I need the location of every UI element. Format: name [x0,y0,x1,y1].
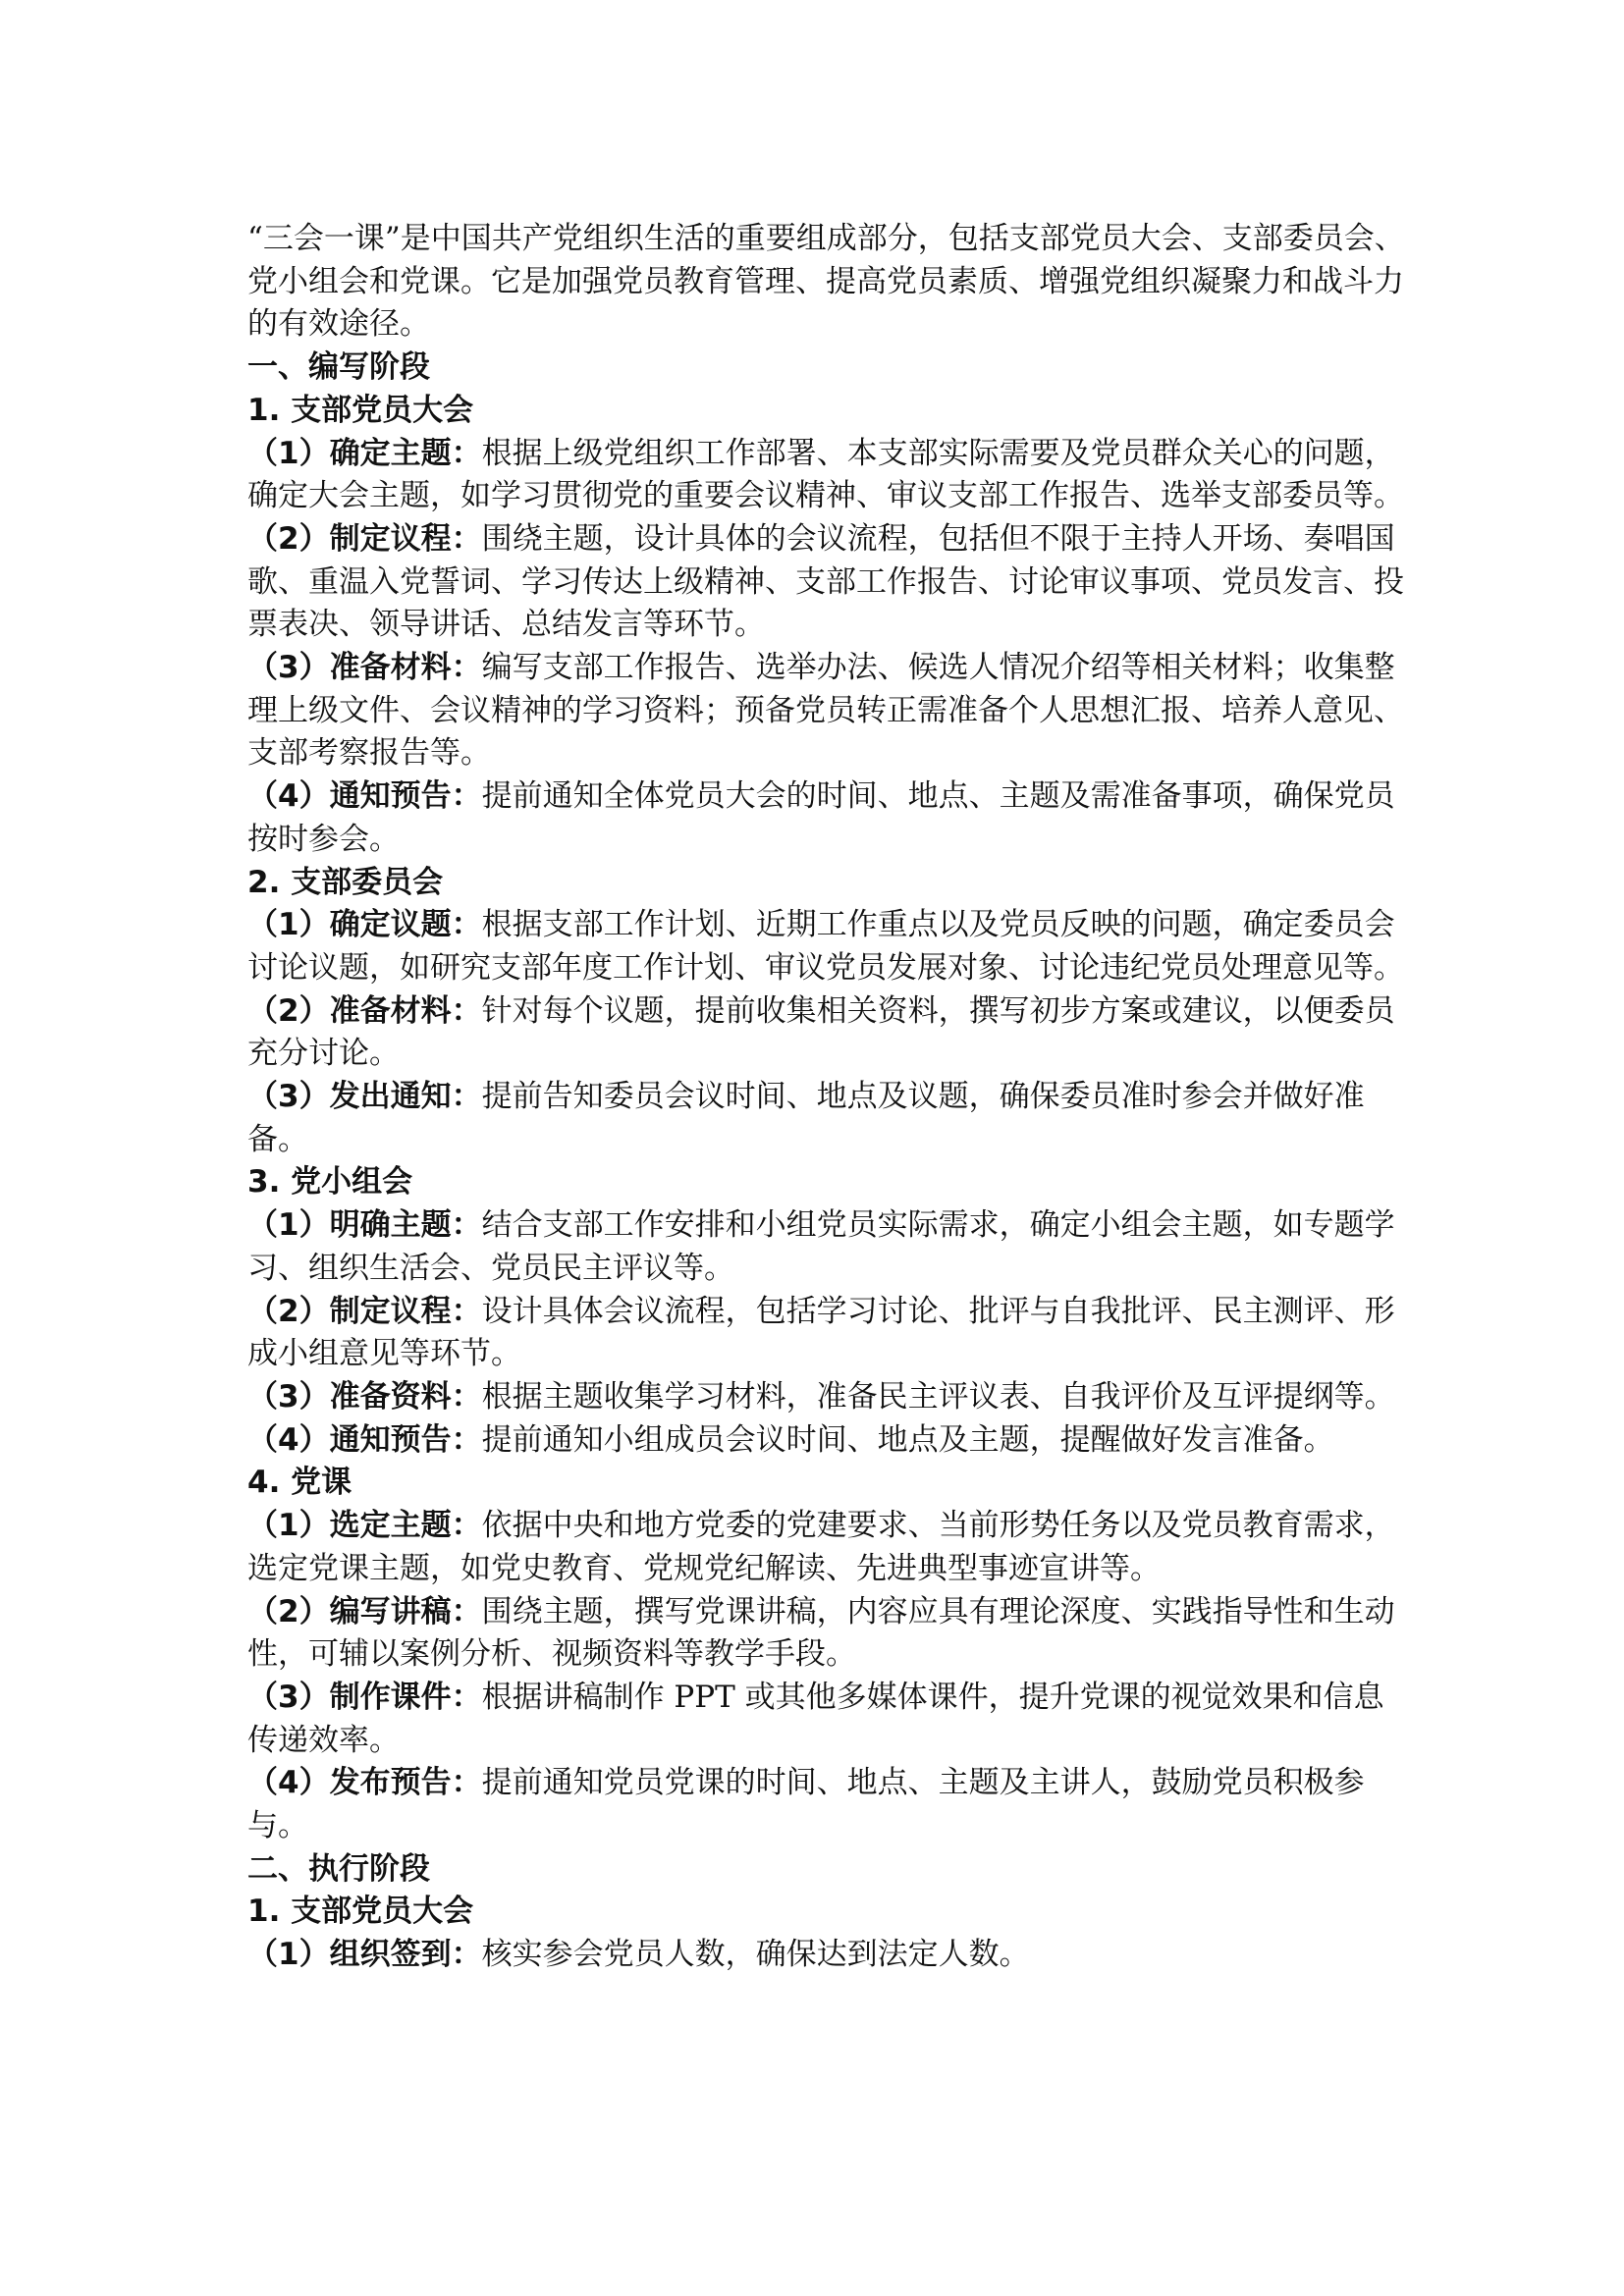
item-lead: （1）确定议题： [247,907,482,943]
item-text: 提前告知委员会议时间、地点及议题，确保委员准时参会并做好准备。 [247,1079,1365,1157]
subheading-party-group-meeting: 3. 党小组会 [247,1164,413,1201]
item-text: 提前通知全体党员大会的时间、地点、主题及需准备事项，确保党员按时参会。 [247,778,1395,857]
list-item [247,1934,1414,1977]
list-item [247,1419,1414,1463]
item-text: 根据讲稿制作 PPT 或其他多媒体课件，提升党课的视觉效果和信息传递效率。 [247,1679,1384,1758]
section-heading-writing-stage: 一、编写阶段 [247,349,430,386]
document-page [247,218,1414,1977]
list-item [247,904,1414,989]
subheading-party-lecture: 4. 党课 [247,1465,352,1501]
item-lead: （2）制定议程： [247,520,482,557]
item-lead: （2）制定议程： [247,1293,482,1329]
item-text: 针对每个议题，提前收集相关资料，撰写初步方案或建议，以便委员充分讨论。 [247,992,1395,1072]
item-text: 围绕主题，撰写党课讲稿，内容应具有理论深度、实践指导性和生动性，可辅以案例分析、视频资料等教学手段。 [247,1593,1395,1673]
item-lead: （2）编写讲稿： [247,1593,482,1629]
list-item [247,518,1414,647]
list-item [247,1291,1414,1376]
list-item [247,1376,1414,1419]
item-lead: （3）发出通知： [247,1079,482,1115]
list-item [247,775,1414,861]
item-lead: （4）通知预告： [247,778,482,815]
item-text: 结合支部工作安排和小组党员实际需求，确定小组会主题，如专题学习、组织生活会、党员民主评议等。 [247,1207,1395,1286]
item-text: 编写支部工作报告、选举办法、候选人情况介绍等相关材料；收集整理上级文件、会议精神的学习资料；预备党员转正需准备个人思想汇报、培养人意见、支部考察报告等。 [247,650,1404,772]
list-item [247,1762,1414,1847]
item-lead: （1）确定主题： [247,435,482,471]
list-item [247,1591,1414,1677]
item-text: 根据主题收集学习材料，准备民主评议表、自我评价及互评提纲等。 [481,1378,1395,1415]
item-lead: （3）制作课件： [247,1679,482,1715]
subheading-branch-general-meeting-execution: 1. 支部党员大会 [247,1894,474,1930]
item-text: 根据支部工作计划、近期工作重点以及党员反映的问题，确定委员会讨论议题，如研究支部年度工作计划、审议党员发展对象、讨论违纪党员处理意见等。 [247,907,1404,986]
list-item [247,1677,1414,1762]
item-lead: （2）准备材料： [247,992,482,1029]
item-lead: （3）准备资料： [247,1378,482,1415]
section-heading-execution-stage: 二、执行阶段 [247,1850,430,1887]
list-item [247,1076,1414,1161]
item-text: 围绕主题，设计具体的会议流程，包括但不限于主持人开场、奏唱国歌、重温入党誓词、学习传达上级精神、支部工作报告、讨论审议事项、党员发言、投票表决、领导讲话、总结发言等环节。 [247,520,1404,643]
item-text: 依据中央和地方党委的党建要求、当前形势任务以及党员教育需求，选定党课主题，如党史教育、党规党纪解读、先进典型事迹宣讲等。 [247,1508,1395,1586]
item-lead: （1）组织签到： [247,1937,482,1973]
item-lead: （4）发布预告： [247,1765,482,1801]
subheading-branch-committee: 2. 支部委员会 [247,864,444,900]
item-text: 根据上级党组织工作部署、本支部实际需要及党员群众关心的问题，确定大会主题，如学习贯彻党的重要会议精神、审议支部工作报告、选举支部委员等。 [247,435,1404,514]
subheading-branch-general-meeting: 1. 支部党员大会 [247,392,474,428]
item-text: 提前通知小组成员会议时间、地点及主题，提醒做好发言准备。 [481,1421,1334,1458]
item-lead: （4）通知预告： [247,1421,482,1458]
list-item [247,647,1414,775]
intro-paragraph: “三会一课”是中国共产党组织生活的重要组成部分，包括支部党员大会、支部委员会、党小组会和党课。它是加强党员教育管理、提高党员素质、增强党组织凝聚力和战斗力的有效途径。 [247,221,1405,343]
list-item [247,433,1414,518]
item-lead: （3）准备材料： [247,650,482,686]
item-text: 核实参会党员人数，确保达到法定人数。 [481,1937,1030,1973]
item-lead: （1）选定主题： [247,1508,482,1544]
list-item [247,1204,1414,1290]
item-text: 提前通知党员党课的时间、地点、主题及主讲人，鼓励党员积极参与。 [247,1765,1365,1844]
item-lead: （1）明确主题： [247,1207,482,1244]
list-item [247,1505,1414,1590]
item-text: 设计具体会议流程，包括学习讨论、批评与自我批评、民主测评、形成小组意见等环节。 [247,1293,1395,1372]
list-item [247,990,1414,1076]
